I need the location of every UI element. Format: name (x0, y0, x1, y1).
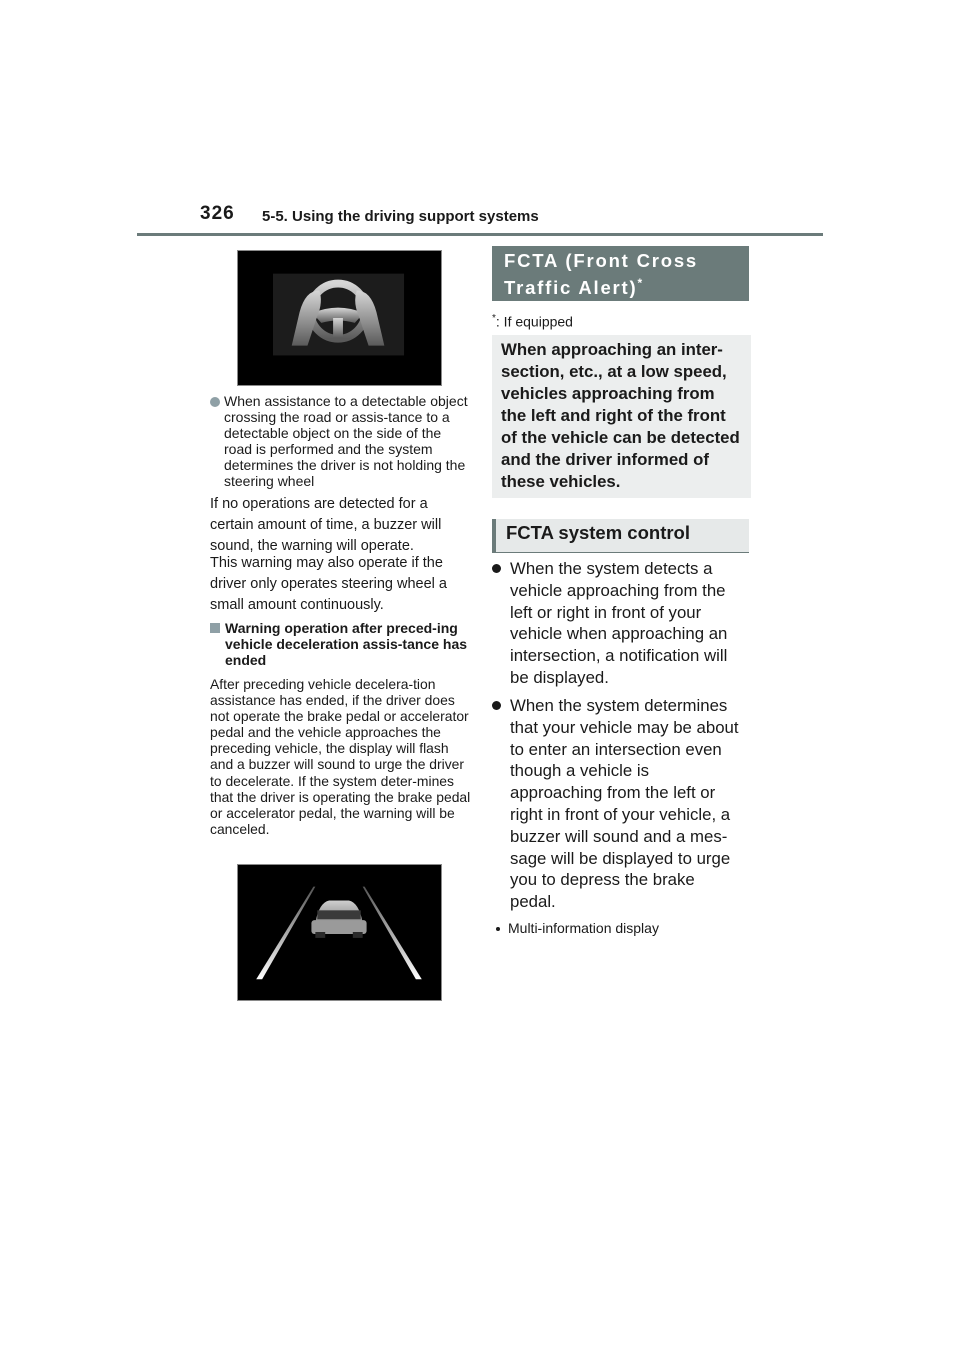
subheading-warning-operation (210, 620, 470, 668)
subheading-text: Warning operation after preced-ing vehicle deceleration assis-tance has ended (225, 620, 468, 668)
square-bullet-icon (210, 623, 220, 633)
preceding-vehicle-lane-icon (238, 865, 441, 1000)
bullet-dot (492, 701, 501, 710)
section-title: 5-5. Using the driving support systems (262, 208, 539, 225)
bullet-notification (492, 558, 744, 689)
multi-information-display-text: Multi-information display (508, 920, 659, 936)
header-rule (137, 233, 823, 236)
intro-box: When approaching an inter-section, etc., at a low speed, vehicles approaching from the left and right of the front of the vehicle can be detected and the driver informed of these vehicles. (492, 335, 751, 498)
bullet-dot (492, 564, 501, 573)
footnote-text: : If equipped (495, 313, 573, 330)
paragraph-deceleration: After preceding vehicle decelera-tion assistance has ended, if the driver does not operate the brake pedal or accelerator pedal and the vehicle approaches the preceding vehicle, the display will flash and a buzzer will sound to urge the driver to decelerate. If the system deter-mines that the driver is operating the brake pedal or accelerator pedal, the warning will be canceled. (210, 676, 471, 837)
footnote (492, 313, 573, 330)
system-control-heading: FCTA system control (492, 519, 749, 553)
paragraph-steering: This warning may also operate if the driver only operates steering wheel a small amount continuously. (210, 555, 447, 613)
bullet-buzzer-text: When the system determines that your vehicle may be about to enter an intersection even though a vehicle is approaching from the left or right in front of your vehicle, a buzzer will sound and a mes-sage will be displayed to urge you to depress the brake pedal. (510, 696, 739, 912)
page-number: 326 (200, 203, 235, 224)
paragraph-buzzer: If no operations are detected for a certain amount of time, a buzzer will sound, the warning will operate. (210, 496, 442, 554)
fcta-banner (492, 246, 749, 301)
bullet-condition-text: When assistance to a detectable object crossing the road or assis-tance to a detectable object on the side of the road is performed and the system determines the driver is not holding the steering wheel (224, 393, 468, 489)
bullet-dot (210, 397, 220, 407)
bullet-notification-text: When the system detects a vehicle approaching from the left or right in front of your vehicle when approaching an intersection, a notification will be displayed. (510, 559, 728, 687)
hands-on-steering-wheel-icon (238, 251, 441, 385)
steering-wheel-warning-screen (237, 250, 442, 386)
bullet-condition (210, 393, 470, 489)
footnote-mark: * (492, 313, 496, 324)
banner-footnote-mark: * (637, 276, 644, 290)
small-bullet-dot (496, 927, 500, 931)
bullet-buzzer (492, 695, 744, 913)
preceding-vehicle-screen (237, 864, 442, 1001)
multi-information-display-item (493, 920, 659, 936)
fcta-banner-title: FCTA (Front Cross Traffic Alert) (504, 250, 699, 299)
